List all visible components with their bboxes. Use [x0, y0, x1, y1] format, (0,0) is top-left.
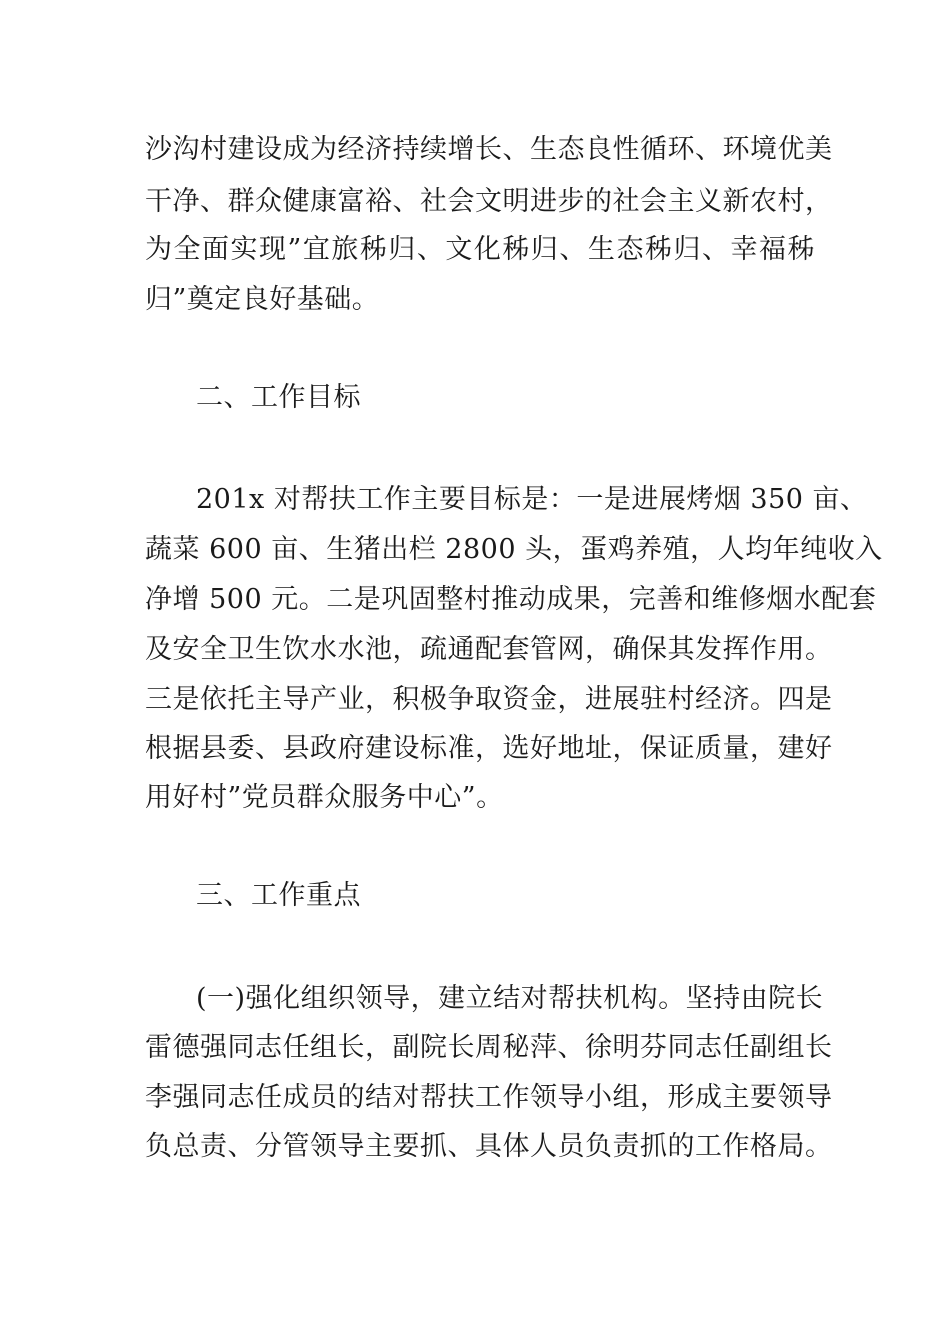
paragraph-1-line-1: 沙沟村建设成为经济持续增长、生态良性循环、环境优美	[145, 134, 833, 165]
paragraph-3-line-4: 负总责、分管领导主要抓、具体人员负责抓的工作格局。	[145, 1131, 833, 1162]
paragraph-2-line-2: 蔬菜 600 亩、生猪出栏 2800 头，蛋鸡养殖，人均年纯收入	[145, 534, 883, 565]
paragraph-2-line-3: 净增 500 元。二是巩固整村推动成果，完善和维修烟水配套	[145, 584, 877, 615]
paragraph-2-line-4: 及安全卫生饮水水池，疏通配套管网，确保其发挥作用。	[145, 634, 833, 665]
paragraph-3-line-2: 雷德强同志任组长，副院长周秘萍、徐明芬同志任副组长	[145, 1032, 833, 1063]
paragraph-1-line-2: 干净、群众健康富裕、社会文明进步的社会主义新农村，	[145, 186, 833, 217]
paragraph-1-line-3: 为全面实现”宜旅秭归、文化秭归、生态秭归、幸福秭	[145, 234, 815, 265]
section-heading-work-goals: 二、工作目标	[196, 382, 361, 413]
paragraph-1-line-4: 归”奠定良好基础。	[145, 284, 380, 315]
section-heading-work-focus: 三、工作重点	[196, 880, 361, 911]
paragraph-2-line-7: 用好村”党员群众服务中心”。	[145, 782, 504, 813]
paragraph-2-line-1: 201x 对帮扶工作主要目标是：一是进展烤烟 350 亩、	[196, 484, 868, 515]
paragraph-3-line-3: 李强同志任成员的结对帮扶工作领导小组，形成主要领导	[145, 1082, 833, 1113]
paragraph-2-line-6: 根据县委、县政府建设标准，选好地址，保证质量，建好	[145, 733, 833, 764]
paragraph-3-line-1: (一)强化组织领导，建立结对帮扶机构。坚持由院长	[196, 983, 824, 1014]
paragraph-2-line-5: 三是依托主导产业，积极争取资金，进展驻村经济。四是	[145, 684, 833, 715]
